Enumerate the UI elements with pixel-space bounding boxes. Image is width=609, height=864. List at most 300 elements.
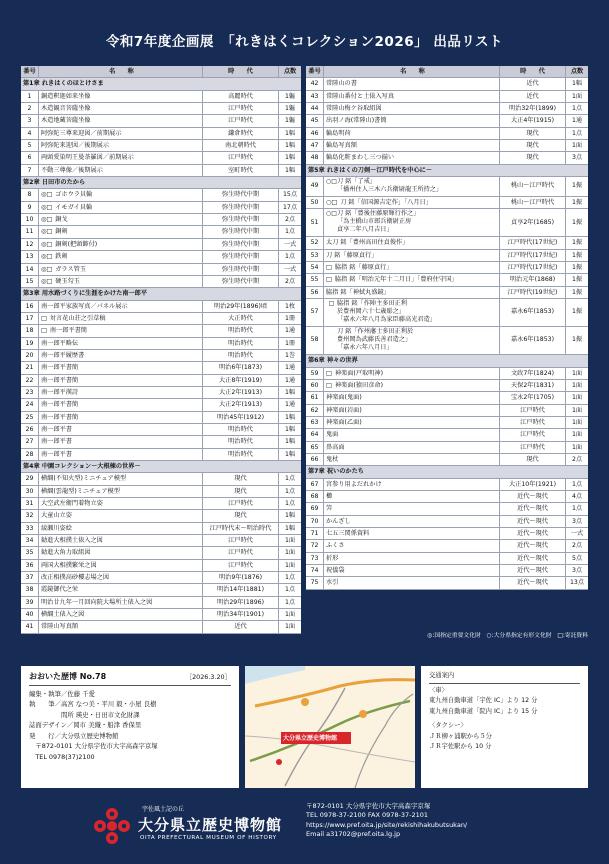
item-name-text: 大童山立姿 bbox=[41, 512, 72, 520]
item-count: 1振 bbox=[571, 288, 583, 296]
item-name bbox=[39, 609, 203, 620]
item-era: 江戸時代 bbox=[203, 115, 279, 126]
table-row bbox=[306, 262, 588, 274]
header-number: 番号 bbox=[306, 66, 324, 77]
table-row bbox=[306, 177, 588, 197]
item-name bbox=[39, 560, 203, 571]
item-number: 41 bbox=[21, 621, 39, 632]
item-name-text: 硬玉勾玉 bbox=[55, 277, 80, 285]
table-row bbox=[306, 368, 588, 380]
item-name-text: 横綱土俵入之図 bbox=[41, 611, 85, 619]
item-era: 近代 bbox=[203, 621, 279, 632]
item-number: 19 bbox=[21, 338, 39, 349]
table-row bbox=[306, 491, 588, 503]
item-name bbox=[39, 103, 203, 114]
item-era: 現代 bbox=[500, 140, 566, 151]
table-row bbox=[21, 621, 301, 633]
item-era: 江戸時代 bbox=[500, 405, 566, 416]
table-row bbox=[21, 338, 301, 350]
item-era: 明治時代 bbox=[203, 350, 279, 361]
item-mark: □ bbox=[326, 264, 332, 272]
item-name bbox=[39, 362, 203, 373]
item-era: 近代～現代 bbox=[500, 577, 566, 588]
table-row bbox=[21, 424, 301, 436]
item-number: 61 bbox=[306, 392, 324, 403]
item-number: 68 bbox=[306, 491, 324, 502]
item-mark: ◎□ bbox=[41, 277, 53, 285]
item-number: 22 bbox=[21, 375, 39, 386]
item-count: 3点 bbox=[571, 154, 583, 162]
item-name bbox=[324, 442, 500, 453]
item-number: 23 bbox=[21, 387, 39, 398]
item-era: 江戸時代 bbox=[500, 442, 566, 453]
table-row bbox=[306, 429, 588, 441]
item-era: 江戸時代 bbox=[203, 152, 279, 163]
item-count: 1面 bbox=[571, 406, 583, 414]
item-name-text: 銅造釈迦如来坐像 bbox=[41, 92, 91, 100]
item-name-text: 出羽ノ海(常陸山)書簡 bbox=[326, 117, 387, 125]
item-count: 1幅 bbox=[284, 512, 296, 520]
item-name-text: かんざし bbox=[326, 517, 351, 525]
table-row bbox=[21, 128, 301, 140]
table-row bbox=[306, 516, 588, 528]
item-era: 現代 bbox=[500, 152, 566, 163]
item-name-text: 不動三尊像／後期展示 bbox=[41, 166, 103, 174]
table-row bbox=[306, 442, 588, 454]
item-number: 51 bbox=[306, 209, 324, 236]
item-era: 弥生時代中期 bbox=[203, 189, 279, 200]
item-number: 1 bbox=[21, 91, 39, 102]
item-name-text: 脇指 銘「明治元年十二月日」「豊府住守国」 bbox=[334, 276, 458, 284]
item-number: 67 bbox=[306, 479, 324, 490]
item-number: 24 bbox=[21, 399, 39, 410]
table-row bbox=[21, 584, 301, 596]
item-name-line: 貞享二年八月吉日」 bbox=[337, 226, 393, 234]
item-name bbox=[39, 264, 203, 275]
table-row bbox=[21, 399, 301, 411]
item-name bbox=[324, 429, 500, 440]
item-number: 69 bbox=[306, 503, 324, 514]
item-name bbox=[324, 152, 500, 163]
item-mark: ○□ bbox=[326, 210, 337, 218]
item-count: 1点 bbox=[571, 505, 583, 513]
item-name bbox=[324, 115, 500, 126]
item-name-text: 祝儀袋 bbox=[326, 567, 345, 574]
item-era: 江戸時代 bbox=[500, 417, 566, 428]
item-number: 62 bbox=[306, 405, 324, 416]
item-era: 大正2年(1913) bbox=[203, 387, 279, 398]
item-name bbox=[39, 424, 203, 435]
item-name-text: ゴホウラ貝輪 bbox=[55, 191, 93, 199]
item-name bbox=[324, 553, 500, 564]
item-era: 弥生時代中期 bbox=[203, 276, 279, 287]
item-count: 13点 bbox=[569, 579, 585, 587]
item-name bbox=[39, 338, 203, 349]
item-era: 明治9年(1876) bbox=[203, 572, 279, 583]
item-number: 26 bbox=[21, 424, 39, 435]
item-number: 74 bbox=[306, 565, 324, 576]
item-name-line: 「播州住人三木六兵衛尉龍王所持之」 bbox=[337, 186, 443, 194]
item-era: 明治元年(1868) bbox=[500, 274, 566, 285]
item-number: 59 bbox=[306, 368, 324, 379]
item-mark: ○□ bbox=[326, 199, 338, 207]
item-number: 25 bbox=[21, 412, 39, 423]
item-number: 28 bbox=[21, 449, 39, 460]
item-mark: ◎□ bbox=[41, 203, 53, 211]
item-name-lines bbox=[337, 328, 413, 354]
museum-logo-icon bbox=[92, 806, 132, 846]
item-name bbox=[324, 250, 500, 261]
item-era: 大正時代 bbox=[203, 313, 279, 324]
item-era: 貞享2年(1685) bbox=[500, 209, 566, 236]
item-count: 1巻 bbox=[284, 351, 296, 359]
item-number: 4 bbox=[21, 128, 39, 139]
item-count: 1幅 bbox=[284, 438, 296, 446]
item-era: 江戸時代(19世紀) bbox=[500, 287, 566, 298]
item-name-text: 鬼面 bbox=[326, 431, 339, 439]
item-count: 1振 bbox=[571, 336, 583, 344]
item-number: 40 bbox=[21, 609, 39, 620]
contact-url[interactable]: https://www.pref.oita.jp/site/rekishihakubutsukan/ bbox=[306, 820, 468, 829]
table-row bbox=[306, 528, 588, 540]
item-name-text: 輪島明荷 bbox=[326, 129, 351, 137]
item-mark: □ bbox=[326, 381, 332, 389]
item-number: 35 bbox=[21, 547, 39, 558]
item-number: 17 bbox=[21, 313, 39, 324]
item-name-text: 太刀 銘「豊州高田住貞俊作」 bbox=[326, 239, 409, 247]
car-line: 東九州自動車道「院内 IC」より 15 分 bbox=[429, 707, 538, 715]
item-number: 66 bbox=[306, 454, 324, 465]
publication-info-line: 執 筆／高宮 なつ美・平川 毅・小屋 良樹 bbox=[29, 700, 157, 708]
table-row bbox=[21, 103, 301, 115]
item-count: 1点 bbox=[571, 105, 583, 113]
table-row bbox=[21, 523, 301, 535]
section-header: 第2章 日田市のたから bbox=[21, 177, 301, 189]
item-era: 大正4年(1915) bbox=[500, 115, 566, 126]
page-title: 令和7年度企画展 「れきはくコレクション2026」 出品リスト bbox=[105, 34, 504, 50]
table-row bbox=[306, 197, 588, 209]
item-name bbox=[324, 417, 500, 428]
table-row bbox=[21, 115, 301, 127]
table-row bbox=[306, 540, 588, 552]
item-name bbox=[39, 128, 203, 139]
item-name bbox=[324, 287, 500, 298]
item-count: 1面 bbox=[571, 394, 583, 402]
item-name bbox=[39, 91, 203, 102]
item-count: 1振 bbox=[571, 264, 583, 272]
item-count: 1幅 bbox=[284, 166, 296, 174]
item-count: 1通 bbox=[284, 364, 296, 372]
table-row bbox=[21, 91, 301, 103]
item-era: 嘉永6年(1853) bbox=[500, 299, 566, 326]
item-number: 72 bbox=[306, 540, 324, 551]
table-row bbox=[21, 510, 301, 522]
item-count: 1幅 bbox=[571, 80, 583, 88]
exhibit-list-right bbox=[306, 66, 588, 590]
item-number: 57 bbox=[306, 299, 324, 326]
item-name-text: 常陸山の書 bbox=[326, 80, 357, 88]
item-name-text: 折形 bbox=[326, 554, 339, 562]
table-row bbox=[21, 325, 301, 337]
item-name-text: 常陸山梅ケ谷取組図 bbox=[326, 105, 382, 113]
item-name-text: 神楽面(戸取明神) bbox=[334, 369, 383, 377]
item-era: 大正8年(1919) bbox=[203, 375, 279, 386]
item-name bbox=[39, 165, 203, 176]
item-mark: ◎□ bbox=[41, 228, 53, 236]
item-name-text: 阿弥陀三尊来迎図／前期展示 bbox=[41, 129, 122, 137]
item-era: 江戸時代 bbox=[203, 547, 279, 558]
item-era: 江戸時代 bbox=[203, 498, 279, 509]
item-name-text: 南一郎平略伝 bbox=[41, 339, 79, 347]
item-number: 56 bbox=[306, 287, 324, 298]
item-name-text: 輪島化粧まわし三つ揃い bbox=[326, 154, 395, 162]
item-era: 近代～現代 bbox=[500, 516, 566, 527]
item-name bbox=[39, 572, 203, 583]
table-row bbox=[306, 380, 588, 392]
section-header: 第3章 用水路づくりに生涯をかけた南一郎平 bbox=[21, 288, 301, 300]
header-count: 点数 bbox=[570, 68, 584, 75]
item-name bbox=[324, 565, 500, 576]
item-era: 現代 bbox=[500, 128, 566, 139]
museum-name: 大分県立歴史博物館 bbox=[138, 816, 283, 834]
item-name bbox=[39, 325, 203, 336]
item-name-lines bbox=[337, 178, 442, 196]
item-count: 1点 bbox=[284, 253, 296, 261]
item-era: 明治時代 bbox=[203, 424, 279, 435]
item-count: 1幅 bbox=[284, 413, 296, 421]
item-number: 12 bbox=[21, 239, 39, 250]
item-number: 14 bbox=[21, 264, 39, 275]
item-name-line: 刀 銘「作州藩士多田正利於 bbox=[337, 328, 414, 336]
item-name-text: 神楽面(猿田彦命) bbox=[334, 381, 383, 389]
item-name bbox=[324, 237, 500, 248]
item-name bbox=[324, 140, 500, 151]
header-number: 番号 bbox=[21, 66, 39, 77]
item-count: 1面 bbox=[571, 431, 583, 439]
table-row bbox=[21, 572, 301, 584]
item-name-text: 大空武左衛門着物立姿 bbox=[41, 500, 103, 508]
item-era: 明治時代 bbox=[203, 338, 279, 349]
item-count: 一式 bbox=[283, 265, 297, 273]
contact-email[interactable]: Email a31702@pref.oita.lg.jp bbox=[306, 829, 401, 838]
item-name-line: 刀 銘「豊後住藤原輝行作之」 bbox=[337, 210, 420, 218]
legend: ◎:国指定重要文化財 ○:大分県指定有形文化財 □:寄託資料 bbox=[427, 633, 588, 639]
item-mark: □ bbox=[326, 276, 332, 284]
table-row bbox=[21, 165, 301, 177]
item-era: 江戸時代 bbox=[203, 103, 279, 114]
table-row bbox=[21, 449, 301, 461]
item-era: 近代～現代 bbox=[500, 503, 566, 514]
item-number: 71 bbox=[306, 528, 324, 539]
item-name-text: 鉄剣 bbox=[55, 253, 68, 261]
item-name-line: 豊州岡為武藤氏善君造之」 bbox=[337, 336, 412, 344]
item-name-text: イモガイ貝輪 bbox=[55, 203, 93, 211]
item-era: 明治時代 bbox=[203, 449, 279, 460]
item-name-text: 南一郎平書 bbox=[41, 425, 72, 433]
contact-info bbox=[306, 802, 467, 839]
item-name bbox=[324, 327, 500, 354]
item-name bbox=[39, 375, 203, 386]
item-name bbox=[39, 387, 203, 398]
item-count: 1面 bbox=[571, 142, 583, 150]
table-row bbox=[306, 479, 588, 491]
item-count: 1振 bbox=[571, 251, 583, 259]
item-name-text: 南一郎平家族写真／パネル展示 bbox=[41, 302, 128, 310]
item-name-line: 刀 銘「了戒」 bbox=[337, 178, 377, 186]
header-name: 名 称 bbox=[39, 66, 203, 77]
item-name bbox=[39, 523, 203, 534]
item-count: 1振 bbox=[571, 308, 583, 316]
table-row bbox=[306, 553, 588, 565]
item-mark bbox=[326, 328, 337, 354]
item-number: 47 bbox=[306, 140, 324, 151]
item-name bbox=[324, 454, 500, 465]
item-count: 1面 bbox=[571, 369, 583, 377]
item-name-text: 綾瀬川姿絵 bbox=[41, 524, 72, 532]
item-name-text: 横綱(不知火型)ミニチュア模型 bbox=[41, 475, 127, 483]
item-name bbox=[324, 479, 500, 490]
table-row bbox=[21, 375, 301, 387]
item-count: 1面 bbox=[571, 92, 583, 100]
item-name-text: 水引 bbox=[326, 579, 339, 587]
table-row bbox=[306, 287, 588, 299]
item-count: 1幅 bbox=[284, 142, 296, 150]
table-row bbox=[306, 140, 588, 152]
item-name bbox=[324, 516, 500, 527]
item-name bbox=[324, 528, 500, 539]
item-era: 弥生時代中期 bbox=[203, 264, 279, 275]
table-row bbox=[21, 547, 301, 559]
access-info bbox=[421, 666, 588, 788]
item-name bbox=[39, 510, 203, 521]
table-row bbox=[306, 503, 588, 515]
item-era: 現代 bbox=[203, 486, 279, 497]
table-row bbox=[306, 417, 588, 429]
item-era: 近代～現代 bbox=[500, 540, 566, 551]
item-mark: ○□ bbox=[326, 178, 337, 186]
table-row bbox=[21, 498, 301, 510]
item-name-text: 木造地蔵菩薩坐像 bbox=[41, 117, 91, 125]
item-era: 弥生時代中期 bbox=[203, 239, 279, 250]
item-number: 53 bbox=[306, 250, 324, 261]
item-era: 大正10年(1921) bbox=[500, 479, 566, 490]
contact-phone: TEL 0978-37-2100 FAX 0978-37-2101 bbox=[306, 811, 429, 820]
table-row bbox=[306, 405, 588, 417]
item-number: 39 bbox=[21, 597, 39, 608]
item-era: 明治32年(1899) bbox=[500, 103, 566, 114]
item-name-text: 神楽面(鬼面) bbox=[326, 394, 362, 402]
item-era: 江戸時代(17世紀) bbox=[500, 237, 566, 248]
item-count: 一式 bbox=[283, 240, 297, 248]
item-count: 1振 bbox=[571, 239, 583, 247]
item-name-lines bbox=[337, 300, 436, 326]
item-era: 弥生時代中期 bbox=[203, 214, 279, 225]
item-count: 1面 bbox=[284, 611, 296, 619]
item-era: 江戸時代 bbox=[203, 535, 279, 546]
item-count: 2点 bbox=[571, 542, 583, 550]
item-number: 60 bbox=[306, 380, 324, 391]
item-name bbox=[324, 577, 500, 588]
item-name bbox=[39, 313, 203, 324]
item-number: 18 bbox=[21, 325, 39, 336]
item-number: 44 bbox=[306, 103, 324, 114]
table-row bbox=[21, 313, 301, 325]
item-era: 鎌倉時代 bbox=[203, 128, 279, 139]
item-number: 36 bbox=[21, 560, 39, 571]
item-name-line: 「嘉永六年八月日」 bbox=[337, 344, 393, 352]
item-name-text: 銅剣(把頭飾付) bbox=[55, 240, 98, 248]
table-row bbox=[21, 560, 301, 572]
item-name bbox=[39, 226, 203, 237]
item-number: 50 bbox=[306, 197, 324, 208]
item-mark: ◎□ bbox=[41, 191, 53, 199]
item-name-line: 脇指 銘「作陣主多田正利 bbox=[337, 300, 408, 308]
publication-title: おおいた歴博 No.78 bbox=[29, 672, 107, 681]
item-number: 29 bbox=[21, 473, 39, 484]
item-count: 2点 bbox=[571, 455, 583, 463]
table-row bbox=[21, 251, 301, 263]
item-count: 1軀 bbox=[284, 117, 296, 125]
item-name-text: 櫛 bbox=[326, 492, 333, 500]
table-row bbox=[21, 486, 301, 498]
item-mark: □ bbox=[41, 314, 47, 322]
item-number: 21 bbox=[21, 362, 39, 373]
item-name bbox=[324, 177, 500, 196]
table-row bbox=[306, 565, 588, 577]
item-name bbox=[39, 399, 203, 410]
item-number: 10 bbox=[21, 214, 39, 225]
item-name-line: 「嘉永六年八月為家臣藤高光君造」 bbox=[337, 316, 436, 324]
table-row bbox=[306, 115, 588, 127]
item-name-text: ふくさ bbox=[326, 542, 345, 550]
item-name-text: 鼻高面 bbox=[326, 443, 345, 451]
item-name-text: 両国大相撲繁栄之図 bbox=[41, 561, 97, 569]
item-number: 37 bbox=[21, 572, 39, 583]
publication-info-line: 誌面デザイン／岡市 美織・船津 香保里 bbox=[29, 721, 142, 729]
item-name bbox=[39, 140, 203, 151]
item-count: 3点 bbox=[571, 567, 583, 574]
table-row bbox=[21, 301, 301, 313]
item-count: 1点 bbox=[284, 586, 296, 594]
item-count: 2点 bbox=[284, 277, 296, 285]
item-number: 63 bbox=[306, 417, 324, 428]
item-number: 49 bbox=[306, 177, 324, 196]
table-row bbox=[306, 237, 588, 249]
table-row bbox=[306, 274, 588, 286]
item-number: 31 bbox=[21, 498, 39, 509]
item-count: 1点 bbox=[571, 480, 583, 488]
item-era: 現代 bbox=[203, 473, 279, 484]
item-name bbox=[39, 301, 203, 312]
item-number: 27 bbox=[21, 436, 39, 447]
item-mark: □ bbox=[326, 369, 332, 377]
item-name bbox=[39, 276, 203, 287]
item-name bbox=[324, 380, 500, 391]
item-count: 1点 bbox=[284, 228, 296, 236]
item-number: 65 bbox=[306, 442, 324, 453]
item-number: 46 bbox=[306, 128, 324, 139]
item-era: 宝永2年(1705) bbox=[500, 392, 566, 403]
item-era: 明治時代 bbox=[203, 436, 279, 447]
table-row bbox=[306, 152, 588, 164]
item-number: 15 bbox=[21, 276, 39, 287]
item-name bbox=[39, 202, 203, 213]
item-number: 34 bbox=[21, 535, 39, 546]
table-row bbox=[306, 577, 588, 589]
item-name-text: 神楽面(乙面) bbox=[326, 418, 362, 426]
table-row bbox=[306, 78, 588, 90]
item-name bbox=[324, 299, 500, 326]
